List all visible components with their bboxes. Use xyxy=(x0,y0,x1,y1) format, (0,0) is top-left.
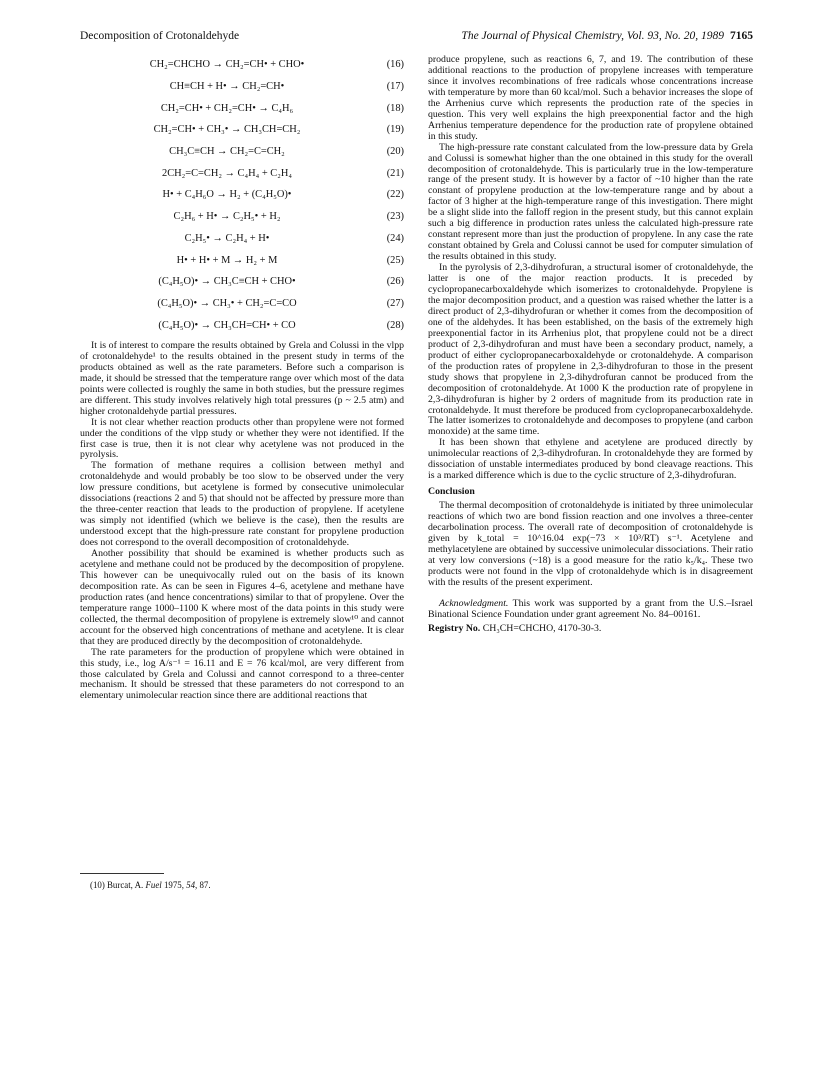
equation-number: (24) xyxy=(386,232,404,244)
equation xyxy=(80,250,404,272)
running-head-title: Decomposition of Crotonaldehyde xyxy=(80,30,240,42)
equation-number: (16) xyxy=(386,59,404,71)
body-paragraph: The rate parameters for the production of propylene which were obtained in this study, i.e., log A/s⁻¹ = 16.11 and E = 76 kcal/mol, are very different from those calculated by Grela and Colussi and cannot correspond to a three-center mechanism. It should be stressed that these parameters do not correspond to an elementary unimolecular reaction since there are additional reactions that xyxy=(80,646,404,702)
acknowledgment-text: This work was supported by a grant from the U.S.–Israel Binational Science Foundation under grant agreement No. 84–00161. xyxy=(428,597,753,620)
body-paragraph: In the pyrolysis of 2,3-dihydrofuran, a structural isomer of crotonaldehyde, the latter is one of the major reaction products. It is preceded by cyclopropanecarboxaldehyde which isomerizes to crotonaldehyde. Propylene is the major decomposition product, and a question was raised whether the latter is a direct product of 2,3-dihydrofuran or whether it comes from the decomposition of one of the aldehydes. It has been established, on the basis of the extremely high preexponential factor in its Arrhenius plot, that propylene could not be a direct product of 2,3-dihydrofuran and must have been a secondary product, namely, a product of either cyclopropanecarboxaldehyde or crotonaldehyde. A comparison of the production rates of propylene in 2,3-dihydrofuran to those in the present study shows that propylene in 2,3-dihydrofuran cannot be produced from the decomposition of crotonaldehyde. At 1000 K the production rate of propylene in 2,3-dihydrofuran is higher by 2 orders of magnitude from its production rate in crotonaldehyde. It must therefore be produced from cyclopropanecarboxaldehyde. The latter isomerizes to crotonaldehyde and decomposes to propylene (and carbon monoxide) at the same time. xyxy=(428,262,753,438)
equation xyxy=(80,163,404,185)
equation xyxy=(80,120,404,142)
right-column xyxy=(428,55,753,635)
footnote-author: Burcat, A. xyxy=(107,880,144,890)
acknowledgment-label: Acknowledgment. xyxy=(439,597,509,609)
equation xyxy=(80,142,404,164)
equation-expression: (C₄H₅O)• → CH₃C≡CH + CHO• xyxy=(158,276,296,288)
equation-expression: CH₂=CH• + CH₃• → CH₃CH=CH₂ xyxy=(153,124,301,136)
equation-expression: CH₃C≡CH → CH₂=C=CH₂ xyxy=(169,146,285,158)
journal-citation: The Journal of Physical Chemistry, Vol. 93, No. 20, 1989 xyxy=(461,30,724,42)
equation xyxy=(80,229,404,251)
equation-number: (23) xyxy=(386,211,404,223)
page-number: 7165 xyxy=(730,30,753,42)
equation-expression: (C₄H₅O)• → CH₃CH=CH• + CO xyxy=(158,319,296,331)
equation-number: (22) xyxy=(386,189,404,201)
equation xyxy=(80,315,404,337)
footnote-rule xyxy=(80,873,164,874)
footnote-pages: 87. xyxy=(199,880,211,890)
equation-expression: 2CH₂=C=CH₂ → C₄H₄ + C₂H₄ xyxy=(162,167,292,179)
body-paragraph: It is of interest to compare the results obtained by Grela and Colussi in the vlpp of crotonaldehyde¹ to the results obtained in the present study in terms of the products obtained as well as the rate parameters. Before such a comparison is made, it should be stressed that the temperature range over which most of the data points were collected is roughly the same in both studies, but the pressure regimes are different. This study involves relatively high total pressures (p ~ 2.5 atm) and higher crotonaldehyde partial pressures. xyxy=(80,339,404,417)
equation-number: (18) xyxy=(386,102,404,114)
equation-expression: (C₄H₅O)• → CH₃• + CH₂=C=CO xyxy=(157,297,297,309)
equation xyxy=(80,294,404,316)
equation xyxy=(80,77,404,99)
body-paragraph: It has been shown that ethylene and acetylene are produced directly by unimolecular reactions of 2,3-dihydrofuran. In crotonaldehyde they are formed by dissociation of unstable intermediates produced by bond cleavage reactions. This is a marked difference which is due to the cyclic structure of 2,3-dihydrofuran. xyxy=(428,437,753,482)
equation-number: (25) xyxy=(386,254,404,266)
body-paragraph: The high-pressure rate constant calculated from the low-pressure data by Grela and Colussi is somewhat higher than the one obtained in this study for the overall decomposition of crotonaldehyde. This is particularly true in the low-temperature range of the present study. It is however by a factor of ~10 higher than the rate constant of propylene production at the low-temperature range and by about a factor of 3 higher at the high-temperature range of this investigation. There might be a slight slide into the falloff region in the present study, but this cannot explain such a big difference in production rates unless the calculated high-pressure rate constant represent more than just the production of propylene. In any case the rate constant obtained by Grela and Colussi cannot be used for computer simulation of the results obtained in this study. xyxy=(428,141,753,263)
equation-number: (21) xyxy=(386,167,404,179)
footnote-marker: (10) xyxy=(90,880,105,890)
conclusion-paragraph: The thermal decomposition of crotonaldehyde is initiated by three unimolecular reactions of which two are bond fission reaction and one involves a three-center decarbolination process. The overall rate of decomposition of crotonaldehyde is given by k_total = 10^16.04 exp(−73 × 10³/RT) s⁻¹. Acetylene and methylacetylene are obtained by successive unimolecular dissociations. Their ratio at very low conversions (~18) is a good measure for the ratio k₅/k₄. These two products were not found in the vlpp of crotonaldehyde which is in disagreement with the results of the present experiment. xyxy=(428,500,753,588)
body-paragraph: It is not clear whether reaction products other than propylene were not formed under the conditions of the vlpp study or whether they were not identified. If the first case is true, then it is not clear why acetylene was not produced in the pyrolysis. xyxy=(80,416,404,461)
equation-expression: H• + C₄H₆O → H₂ + (C₄H₅O)• xyxy=(162,189,292,201)
equation-list xyxy=(80,55,404,337)
equation-expression: CH₂=CH• + CH₂=CH• → C₄H₆ xyxy=(160,102,294,114)
equation-number: (26) xyxy=(386,276,404,288)
equation xyxy=(80,98,404,120)
equation xyxy=(80,55,404,77)
body-paragraph: The formation of methane requires a collision between methyl and crotonaldehyde and would probably be too slow to be observed under the very low pressure conditions, but acetylene is formed by consecutive unimolecular dissociations (reactions 2 and 5) that should not be affected by pressure more than the three-center reaction that leads to the production of propylene. If acetylene was simply not identified (which we believe is the case), then the results are understood except that the high-pressure rate constant for propylene production does not correspond to the overall decomposition of crotonaldehyde. xyxy=(80,460,404,549)
equation-expression: C₂H₆ + H• → C₂H₅• + H₂ xyxy=(173,211,281,223)
registry-text: CH₃CH=CHCHO, 4170-30-3. xyxy=(482,622,602,634)
equation-expression: CH₂=CHCHO → CH₂=CH• + CHO• xyxy=(149,59,305,71)
running-head-journal xyxy=(461,30,753,42)
registry-label: Registry No. xyxy=(428,622,481,634)
equation xyxy=(80,272,404,294)
body-paragraph: Another possibility that should be examined is whether products such as acetylene and methane could not be produced by the decomposition of propylene. This however can be unequivocally ruled out on the basis of its known decomposition rate. As can be seen in Figures 4–6, acetylene and methane have production rates (and hence concentrations) similar to that of propylene. Over the temperature range 1000–1100 K where most of the data points in this study were collected, the thermal decomposition of propylene is extremely slow¹⁰ and cannot account for the observed high concentrations of methane and acetylene. It is clear that they are produced directly by the decomposition of crotonaldehyde. xyxy=(80,548,404,647)
acknowledgment xyxy=(428,599,753,621)
equation xyxy=(80,207,404,229)
equation xyxy=(80,185,404,207)
footnote-year: 1975, xyxy=(163,880,184,890)
equation-expression: CH≡CH + H• → CH₂=CH• xyxy=(169,81,285,93)
equation-expression: C₂H₅• → C₂H₄ + H• xyxy=(184,232,270,244)
section-heading: Conclusion xyxy=(428,486,475,498)
equation-number: (27) xyxy=(386,297,404,309)
equation-expression: H• + H• + M → H₂ + M xyxy=(176,254,278,266)
registry-number xyxy=(428,624,753,635)
footnote xyxy=(90,880,211,890)
equation-number: (17) xyxy=(386,81,404,93)
body-paragraph: produce propylene, such as reactions 6, 7, and 19. The contribution of these additional reactions to the production of propylene increases with temperature since it involves recombinations of free radicals whose concentrations increase with temperature by more than 60 kcal/mol. Such a behavior increases the slope of the Arrhenius curve which represents the production rate of the species in question. This very well explains the high preexponential factor and the high Arrhenius temperature dependence for the production rate of propylene obtained in this study. xyxy=(428,54,753,142)
footnote-volume: 54, xyxy=(186,880,198,890)
footnote-journal: Fuel xyxy=(145,880,162,890)
equation-number: (19) xyxy=(386,124,404,136)
equation-number: (20) xyxy=(386,146,404,158)
left-column xyxy=(80,55,404,702)
equation-number: (28) xyxy=(386,319,404,331)
